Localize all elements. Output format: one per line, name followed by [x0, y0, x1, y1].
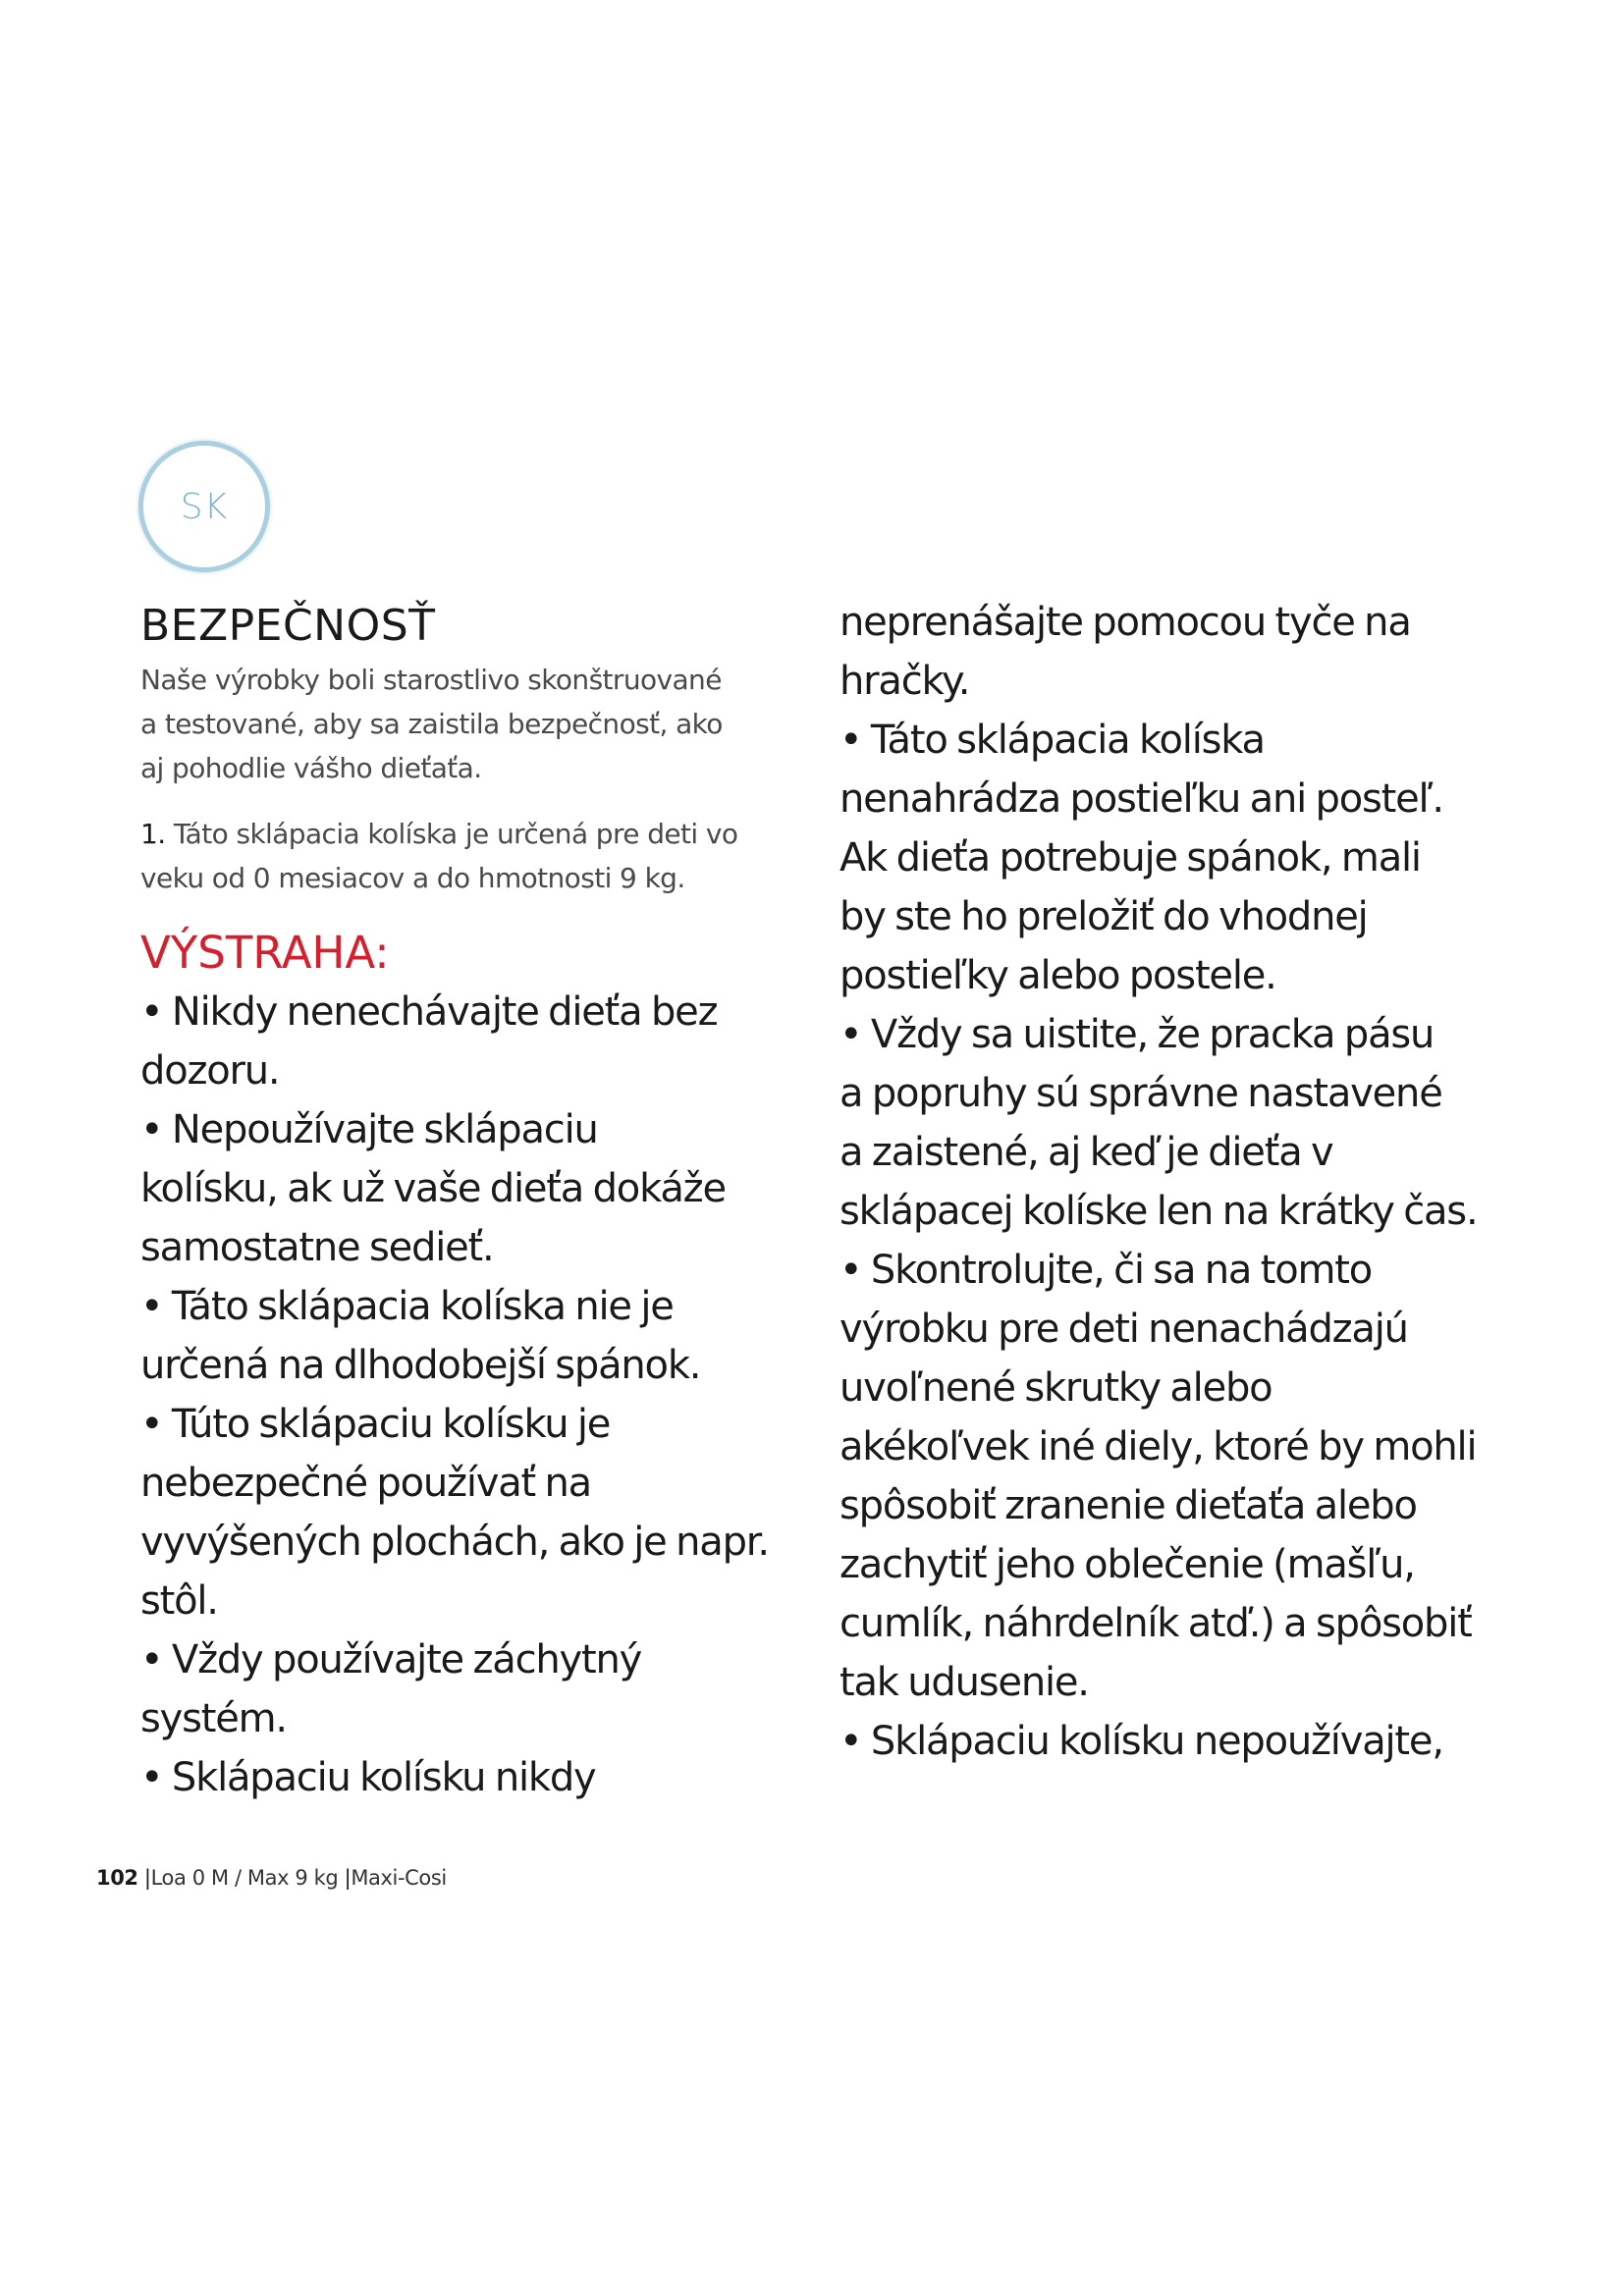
warning-list-continued: [839, 593, 1497, 1771]
warning-line: hračky.: [839, 659, 970, 704]
section-title: BEZPEČNOSŤ: [140, 601, 436, 651]
warning-heading: VÝSTRAHA:: [140, 927, 390, 979]
warning-line: nenahrádza postieľku ani posteľ.: [839, 776, 1443, 822]
warning-line: • Sklápaciu kolísku nikdy: [140, 1755, 596, 1800]
warning-line: Ak dieťa potrebuje spánok, mali: [839, 835, 1421, 881]
product-name: Loa 0 M / Max 9 kg: [150, 1866, 339, 1890]
warning-line: by ste ho preložiť do vhodnej: [839, 894, 1368, 939]
warning-line: • Vždy používajte záchytný: [140, 1637, 642, 1682]
item-text: Táto sklápacia kolíska je určená pre deti vo: [165, 818, 738, 850]
left-column: [140, 601, 788, 1807]
warning-line: sklápacej kolíske len na krátky čas.: [839, 1189, 1478, 1234]
intro-paragraph: [140, 658, 788, 790]
intro-line: aj pohodlie vášho dieťaťa.: [140, 752, 482, 784]
warning-line: dozoru.: [140, 1048, 280, 1094]
page-footer: [96, 1866, 447, 1890]
warning-line: vyvýšených plochách, ako je napr.: [140, 1520, 769, 1565]
warning-line: • Skontrolujte, či sa na tomto: [839, 1248, 1373, 1293]
right-column: [839, 601, 1497, 1771]
warning-line: cumlík, náhrdelník atď.) a spôsobiť: [839, 1601, 1472, 1646]
warning-line: určená na dlhodobejší spánok.: [140, 1343, 701, 1388]
numbered-item-line: veku od 0 mesiacov a do hmotnosti 9 kg.: [140, 862, 685, 894]
footer-separator: |: [143, 1866, 151, 1890]
warning-line: neprenášajte pomocou tyče na: [839, 600, 1411, 645]
warning-line: zachytiť jeho oblečenie (mašľu,: [839, 1542, 1415, 1587]
page-number: 102: [96, 1866, 138, 1890]
warning-line: • Vždy sa uistite, že pracka pásu: [839, 1012, 1435, 1057]
warning-line: tak udusenie.: [839, 1660, 1089, 1705]
numbered-item: [140, 812, 788, 900]
footer-separator: |: [344, 1866, 352, 1890]
language-code: SK: [180, 486, 229, 527]
numbered-item-line: [140, 812, 788, 856]
warning-line: • Sklápaciu kolísku nepoužívajte,: [839, 1719, 1443, 1764]
warning-line: • Túto sklápaciu kolísku je: [140, 1402, 611, 1447]
intro-line: a testované, aby sa zaistila bezpečnosť, ako: [140, 708, 723, 740]
intro-line: Naše výrobky boli starostlivo skonštruované: [140, 664, 722, 696]
warning-line: nebezpečné používať na: [140, 1461, 591, 1506]
warning-line: • Táto sklápacia kolíska nie je: [140, 1284, 674, 1329]
warning-line: akékoľvek iné diely, ktoré by mohli: [839, 1424, 1477, 1469]
warning-line: spôsobiť zranenie dieťaťa alebo: [839, 1483, 1417, 1528]
warning-line: • Nikdy nenechávajte dieťa bez: [140, 989, 718, 1035]
warning-line: • Nepoužívajte sklápaciu: [140, 1107, 598, 1152]
brand-name: Maxi-Cosi: [351, 1866, 447, 1890]
item-number: 1.: [140, 818, 166, 850]
warning-line: systém.: [140, 1696, 287, 1741]
warning-list: [140, 983, 788, 1807]
warning-line: samostatne sedieť.: [140, 1225, 494, 1270]
warning-line: • Táto sklápacia kolíska: [839, 718, 1265, 763]
warning-line: kolísku, ak už vaše dieťa dokáže: [140, 1166, 726, 1211]
warning-line: postieľky alebo postele.: [839, 953, 1276, 998]
warning-line: uvoľnené skrutky alebo: [839, 1365, 1272, 1411]
warning-line: stôl.: [140, 1578, 218, 1624]
warning-line: a popruhy sú správne nastavené: [839, 1071, 1442, 1116]
language-badge: [138, 441, 270, 572]
warning-line: výrobku pre deti nenachádzajú: [839, 1307, 1408, 1352]
warning-line: a zaistené, aj keď je dieťa v: [839, 1130, 1333, 1175]
